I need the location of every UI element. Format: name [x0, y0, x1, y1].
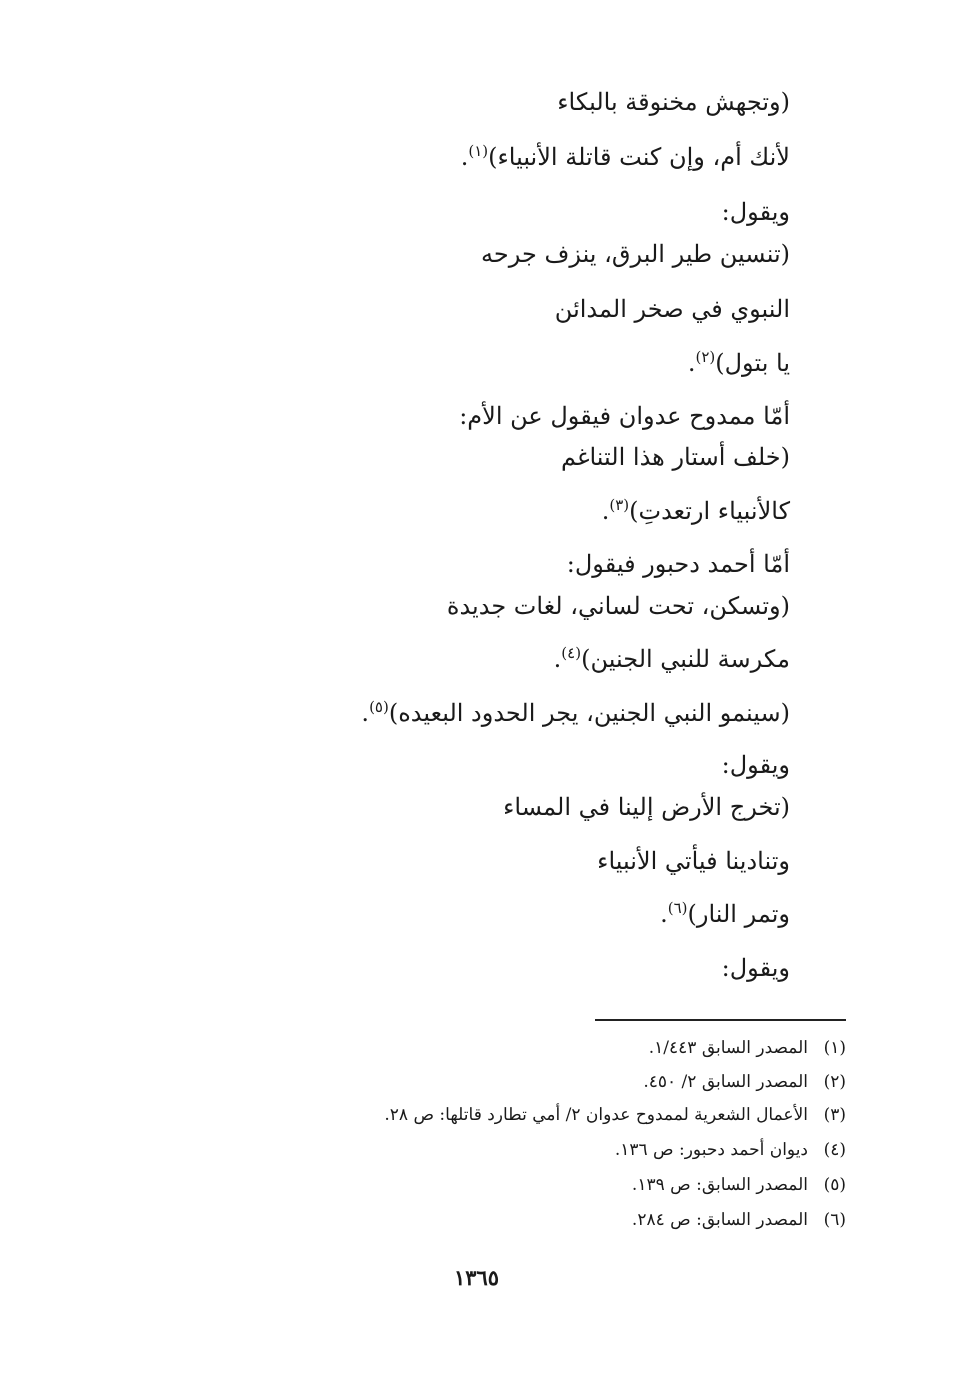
prose-line: ويقول:	[721, 198, 790, 226]
footnote	[632, 1173, 846, 1197]
footnote-ref: (٤)	[561, 644, 582, 662]
poem-line: (تخرج الأرض إلينا في المساء	[503, 793, 790, 821]
prose-line: أمّا أحمد دحبور فيقول:	[566, 550, 790, 578]
footnote	[615, 1138, 846, 1162]
poem-line: (تنسين طير البرق، ينزف جرحه	[481, 240, 790, 268]
poem-line: لأنك أم، وإن كنت قاتلة الأنبياء)$^{(١)}$.	[460, 142, 790, 171]
poem-line: (وتجهش مخنوقة بالبكاء	[557, 88, 790, 116]
footnote-number: (٢)	[823, 1072, 846, 1092]
poem-line: وتمر النار)$^{(٦)}$.	[660, 899, 790, 928]
footnote-ref: (٦)	[667, 899, 688, 917]
poem-line: النبوي في صخر المدائن	[554, 295, 790, 323]
poem-line: (سينمو النبي الجنين، يجر الحدود البعيده)$^{(٥)}$.	[361, 698, 790, 727]
poem-line: مكرسة للنبي الجنين)$^{(٤)}$.	[553, 644, 790, 673]
poem-line: وتنادينا فيأتي الأنبياء	[597, 847, 790, 875]
footnote	[649, 1036, 846, 1060]
footnote-text: المصدر السابق: ص ١٣٩.	[631, 1175, 808, 1195]
footnote-ref: (٢)	[695, 348, 716, 366]
footnote-text: المصدر السابق ٢/ ٤٥٠.	[643, 1072, 808, 1092]
page-number: ١٣٦٥	[453, 1265, 500, 1290]
footnote-text: ديوان أحمد دحبور: ص ١٣٦.	[614, 1140, 808, 1160]
footnote	[643, 1070, 846, 1094]
poem-line: (وتسكن، تحت لساني، لغات جديدة	[446, 592, 790, 620]
footnote-separator	[595, 1019, 846, 1021]
footnote-number: (٦)	[823, 1210, 846, 1230]
poem-line: يا بتول)$^{(٢)}$.	[687, 348, 790, 377]
footnote-ref: (٣)	[609, 496, 630, 514]
poem-line: (خلف أستار هذا التناغم	[560, 443, 790, 471]
footnote-ref: (١)	[468, 142, 489, 160]
footnote-number: (٥)	[823, 1175, 846, 1195]
footnote-number: (٣)	[823, 1105, 846, 1125]
footnote-text: المصدر السابق ١/٤٤٣.	[648, 1038, 808, 1058]
footnote-number: (٤)	[823, 1140, 846, 1160]
prose-line: أمّا ممدوح عدوان فيقول عن الأم:	[459, 402, 790, 430]
footnote-text: المصدر السابق: ص ٢٨٤.	[631, 1210, 808, 1230]
poem-line: كالأنبياء ارتعدتِ)$^{(٣)}$.	[601, 496, 790, 525]
footnote	[384, 1103, 846, 1127]
footnote	[632, 1208, 846, 1232]
footnote-ref: (٥)	[369, 698, 389, 716]
prose-line: ويقول:	[721, 751, 790, 779]
footnote-number: (١)	[823, 1038, 846, 1058]
prose-line: ويقول:	[721, 954, 790, 982]
footnote-text: الأعمال الشعرية لممدوح عدوان ٢/ أمي تطارد قاتلها: ص ٢٨.	[384, 1105, 808, 1125]
